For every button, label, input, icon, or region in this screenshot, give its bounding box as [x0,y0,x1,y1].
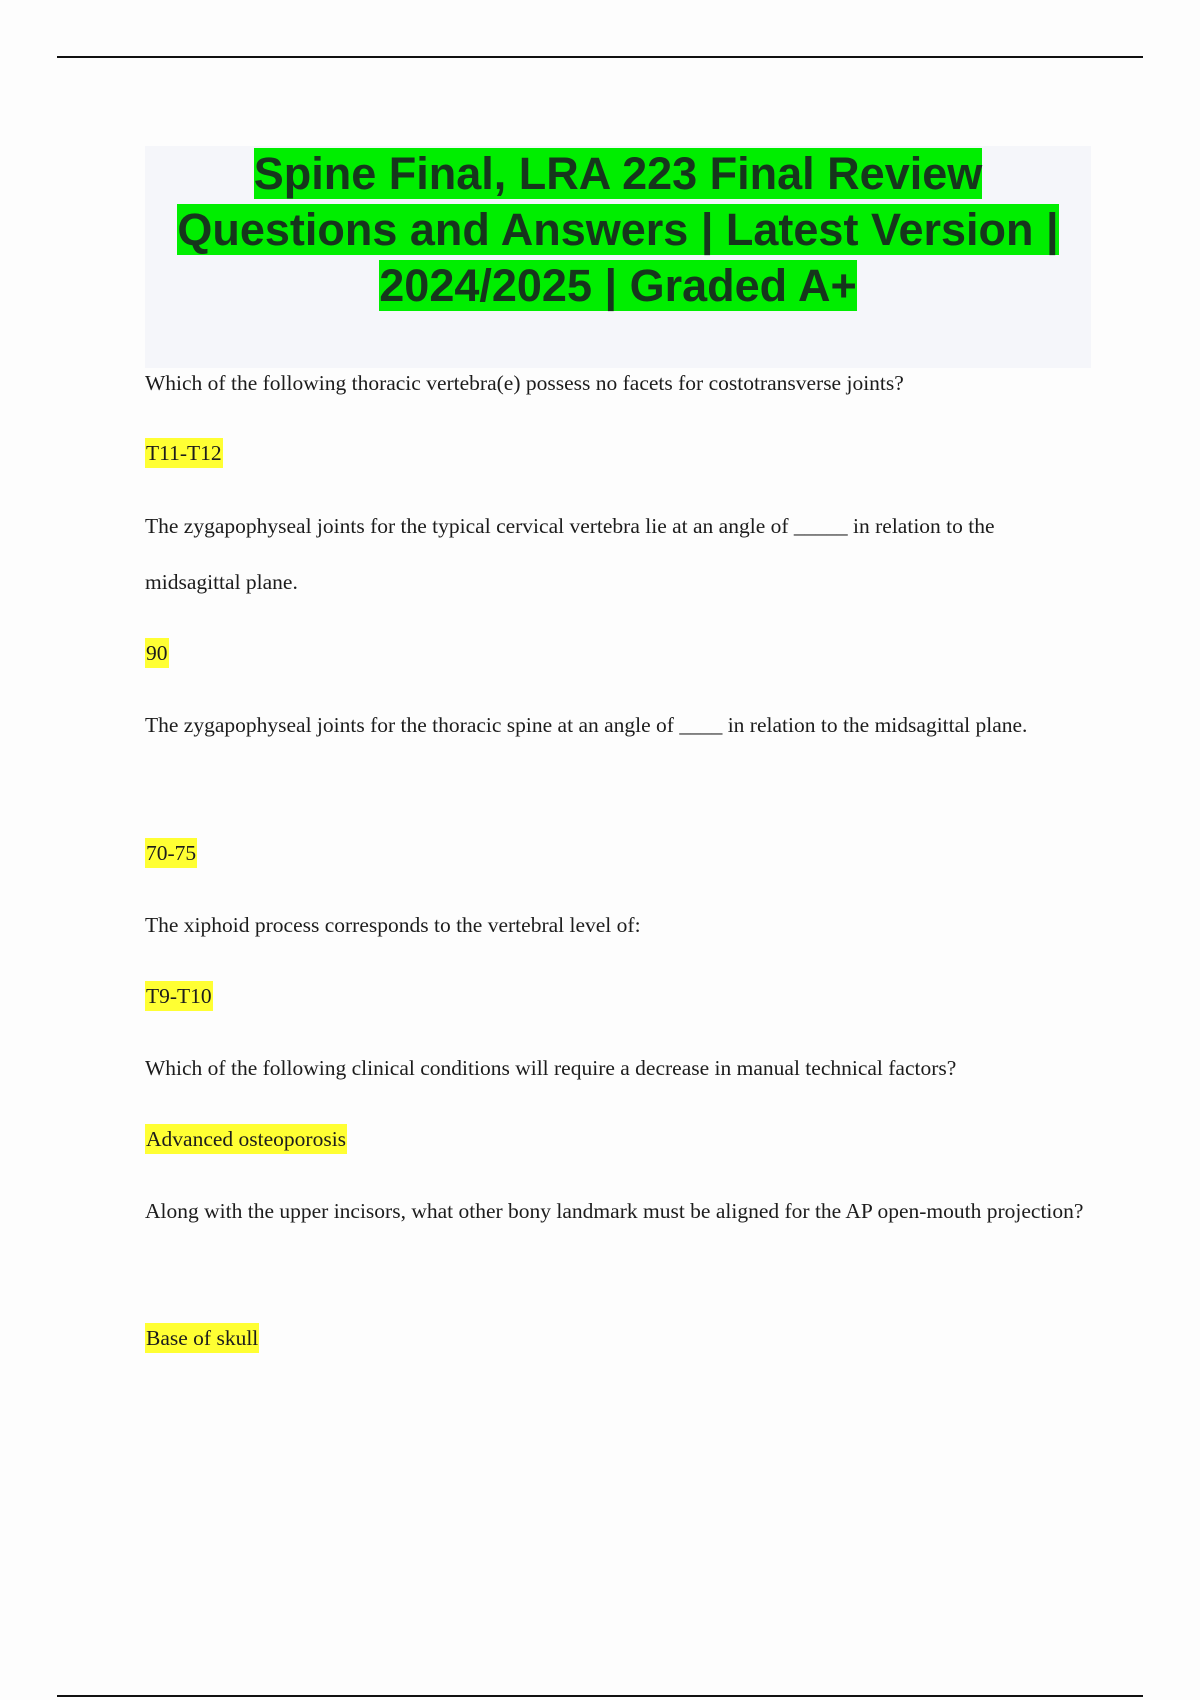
document-title [145,146,1091,314]
question-2: The zygapophyseal joints for the typical cervical vertebra lie at an angle of _____ in relation to the midsagittal plane. [145,514,995,594]
answer-1: T11-T12 [145,438,223,468]
question-6: Along with the upper incisors, what other bony landmark must be aligned for the AP open-mouth projection? [145,1199,1084,1223]
document-title-text: Spine Final, LRA 223 Final Review Questions and Answers | Latest Version | 2024/2025 | Graded A+ [177,148,1059,311]
question-3: The zygapophyseal joints for the thoracic spine at an angle of ____ in relation to the midsagittal plane. [145,713,1028,737]
answer-4: T9-T10 [145,981,213,1011]
answer-3: 70-75 [145,838,197,868]
question-4: The xiphoid process corresponds to the vertebral level of: [145,913,641,937]
footer-rule [57,1695,1143,1697]
answer-6: Base of skull [145,1323,259,1353]
question-5: Which of the following clinical conditions will require a decrease in manual technical factors? [145,1056,957,1080]
answer-2: 90 [145,638,169,668]
title-banner [145,146,1091,368]
answer-5: Advanced osteoporosis [145,1124,347,1154]
header-rule [57,56,1143,58]
question-1: Which of the following thoracic vertebra(e) possess no facets for costotransverse joints? [145,371,904,395]
